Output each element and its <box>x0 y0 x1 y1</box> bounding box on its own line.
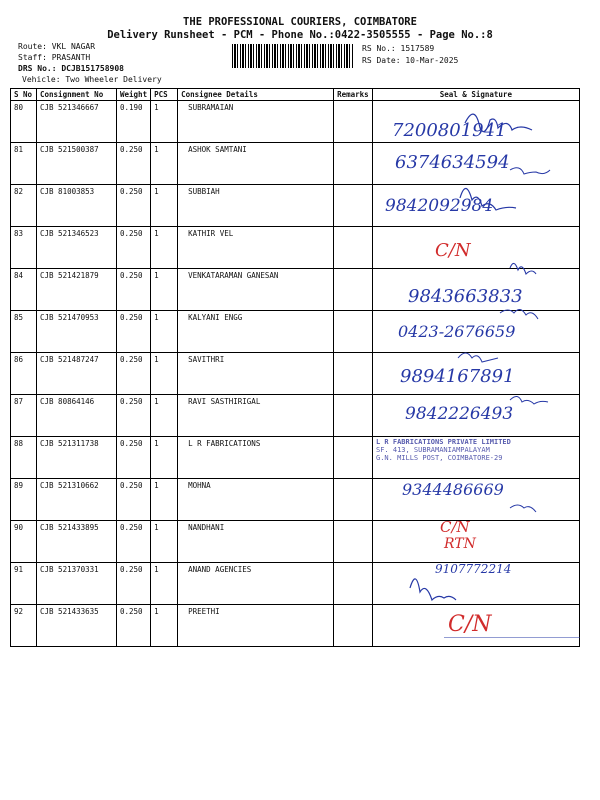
cell-remarks <box>334 437 373 479</box>
cell-consignment: CJB 521310662 <box>37 479 117 521</box>
cell-sno: 82 <box>11 185 37 227</box>
cell-remarks <box>334 101 373 143</box>
cell-weight: 0.250 <box>117 395 151 437</box>
cell-remarks <box>334 185 373 227</box>
cell-consignment: CJB 81003853 <box>37 185 117 227</box>
cell-sno: 85 <box>11 311 37 353</box>
cell-consignee: VENKATARAMAN GANESAN <box>178 269 334 311</box>
cell-consignment: CJB 521433895 <box>37 521 117 563</box>
signature-84 <box>510 263 536 274</box>
vehicle: Vehicle: Two Wheeler Delivery <box>22 75 162 84</box>
cell-consignment: CJB 521421879 <box>37 269 117 311</box>
cell-remarks <box>334 605 373 647</box>
handwritten-phone-82: 9842092984 <box>385 196 494 216</box>
cell-remarks <box>334 311 373 353</box>
cell-weight: 0.250 <box>117 227 151 269</box>
cell-consignee: SAVITHRI <box>178 353 334 395</box>
cell-sno: 84 <box>11 269 37 311</box>
cell-pcs: 1 <box>151 437 178 479</box>
stamp-line-2: SF. 413, SUBRAMANIAMPALAYAM <box>376 446 490 454</box>
route: Route: VKL NAGAR <box>18 42 96 51</box>
signature-86 <box>458 353 498 362</box>
cell-consignee: ASHOK SAMTANI <box>178 143 334 185</box>
cell-consignment: CJB 521346523 <box>37 227 117 269</box>
runsheet-subtitle: Delivery Runsheet - PCM - Phone No.:0422-3505555 - Page No.:8 <box>107 29 493 41</box>
cell-pcs: 1 <box>151 143 178 185</box>
signature-80 <box>465 114 532 131</box>
cell-sno: 83 <box>11 227 37 269</box>
handwritten-phone-89: 9344486669 <box>402 480 504 499</box>
handwritten-phone-84: 9843663833 <box>408 286 523 307</box>
cell-consignee: SUBBIAH <box>178 185 334 227</box>
cell-remarks <box>334 143 373 185</box>
cell-pcs: 1 <box>151 479 178 521</box>
col-signature: Seal & Signature <box>372 89 579 101</box>
handwritten-rtn-90: RTN <box>444 536 476 552</box>
cell-weight: 0.250 <box>117 479 151 521</box>
cell-sno: 80 <box>11 101 37 143</box>
handwritten-phone-81: 6374634594 <box>395 152 510 173</box>
cell-weight: 0.250 <box>117 143 151 185</box>
cell-weight: 0.250 <box>117 563 151 605</box>
handwritten-cn-92: C/N <box>448 612 492 637</box>
cell-weight: 0.250 <box>117 353 151 395</box>
col-remarks: Remarks <box>334 89 373 101</box>
drs-number: DRS No.: DCJB151758908 <box>18 64 124 73</box>
cell-weight: 0.190 <box>117 101 151 143</box>
col-consignee: Consignee Details <box>178 89 334 101</box>
cell-consignment: CJB 521487247 <box>37 353 117 395</box>
cell-consignment: CJB 521433635 <box>37 605 117 647</box>
cell-consignee: KATHIR VEL <box>178 227 334 269</box>
signature-81 <box>510 168 550 174</box>
cell-sno: 89 <box>11 479 37 521</box>
signature-87 <box>510 396 548 404</box>
cell-consignee: ANAND AGENCIES <box>178 563 334 605</box>
cell-remarks <box>334 227 373 269</box>
cell-pcs: 1 <box>151 563 178 605</box>
signature-85 <box>500 309 538 319</box>
cell-pcs: 1 <box>151 521 178 563</box>
handwritten-phone-85: 0423-2676659 <box>398 322 516 341</box>
cell-remarks <box>334 353 373 395</box>
cell-sno: 90 <box>11 521 37 563</box>
col-pcs: PCS <box>151 89 178 101</box>
company-title: THE PROFESSIONAL COURIERS, COIMBATORE <box>183 16 417 28</box>
staff: Staff: PRASANTH <box>18 53 91 62</box>
cell-consignment: CJB 521311738 <box>37 437 117 479</box>
cell-remarks <box>334 395 373 437</box>
cell-pcs: 1 <box>151 101 178 143</box>
signature-82 <box>460 188 516 210</box>
cell-sno: 88 <box>11 437 37 479</box>
cell-consignment: CJB 521470953 <box>37 311 117 353</box>
rs-date: RS Date: 10-Mar-2025 <box>362 56 459 65</box>
cell-pcs: 1 <box>151 185 178 227</box>
company-stamp <box>376 438 511 462</box>
cell-pcs: 1 <box>151 311 178 353</box>
cell-consignee: SUBRAMAIAN <box>178 101 334 143</box>
cell-consignee: PREETHI <box>178 605 334 647</box>
cell-pcs: 1 <box>151 269 178 311</box>
cell-pcs: 1 <box>151 605 178 647</box>
signature-91 <box>410 579 456 600</box>
handwritten-cn-83: C/N <box>435 240 471 261</box>
stamp-line-3: G.N. MILLS POST, COIMBATORE-29 <box>376 454 503 462</box>
cell-weight: 0.250 <box>117 269 151 311</box>
cell-consignee: RAVI SASTHIRIGAL <box>178 395 334 437</box>
rs-number: RS No.: 1517589 <box>362 44 435 53</box>
cell-consignee: MOHNA <box>178 479 334 521</box>
col-consignment: Consignment No <box>37 89 117 101</box>
cell-consignee: NANDHANI <box>178 521 334 563</box>
cell-consignment: CJB 521370331 <box>37 563 117 605</box>
cell-remarks <box>334 521 373 563</box>
cell-consignment: CJB 80864146 <box>37 395 117 437</box>
cell-consignment: CJB 521346667 <box>37 101 117 143</box>
cell-sno: 91 <box>11 563 37 605</box>
cell-sno: 87 <box>11 395 37 437</box>
handwritten-phone-80: 7200801941 <box>392 120 507 141</box>
cell-weight: 0.250 <box>117 437 151 479</box>
cell-pcs: 1 <box>151 395 178 437</box>
cell-consignee: KALYANI ENGG <box>178 311 334 353</box>
cell-weight: 0.250 <box>117 185 151 227</box>
cell-weight: 0.250 <box>117 311 151 353</box>
cell-remarks <box>334 563 373 605</box>
cell-remarks <box>334 269 373 311</box>
cell-sno: 92 <box>11 605 37 647</box>
handwritten-phone-86: 9894167891 <box>400 366 515 387</box>
cell-consignee: L R FABRICATIONS <box>178 437 334 479</box>
cell-pcs: 1 <box>151 353 178 395</box>
cell-weight: 0.250 <box>117 605 151 647</box>
signature-scribbles <box>380 98 590 638</box>
cell-consignment: CJB 521500387 <box>37 143 117 185</box>
barcode <box>232 44 354 68</box>
col-sno: S No <box>11 89 37 101</box>
col-weight: Weight <box>117 89 151 101</box>
handwritten-cn-90: C/N <box>440 518 470 536</box>
cell-sno: 81 <box>11 143 37 185</box>
handwritten-phone-91: 9107772214 <box>435 562 512 576</box>
cell-sno: 86 <box>11 353 37 395</box>
cell-pcs: 1 <box>151 227 178 269</box>
stamp-line-1: L R FABRICATIONS PRIVATE LIMITED <box>376 438 511 446</box>
cell-remarks <box>334 479 373 521</box>
signature-89 <box>510 505 536 512</box>
handwritten-phone-87: 9842226493 <box>405 404 514 424</box>
cell-weight: 0.250 <box>117 521 151 563</box>
